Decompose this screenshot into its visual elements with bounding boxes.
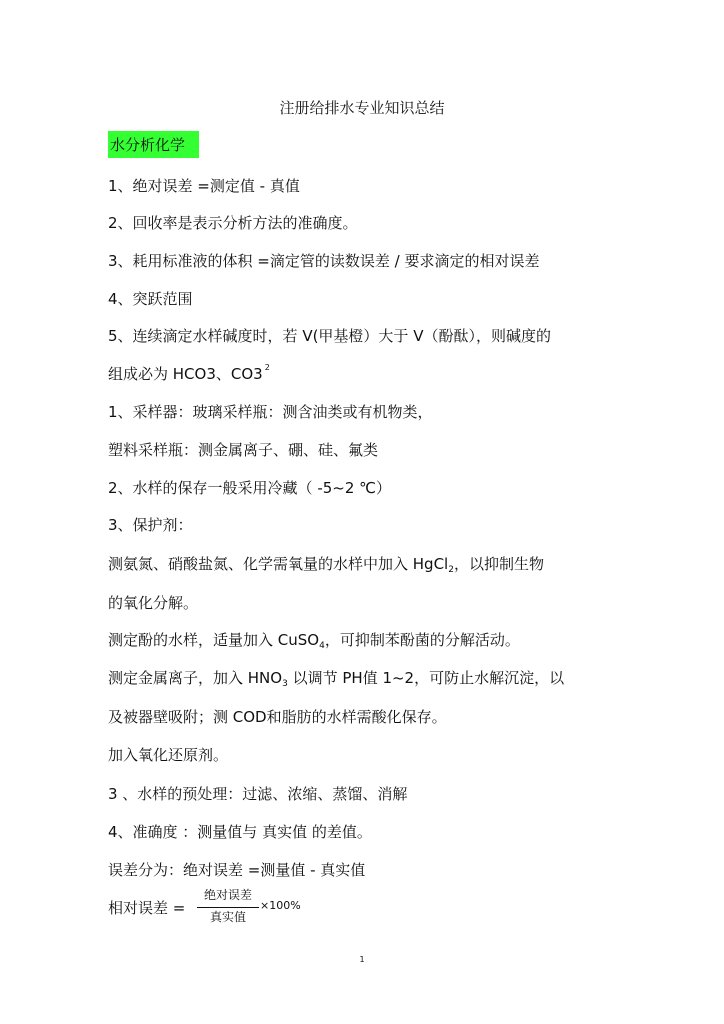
text-segment: 测氨氮、硝酸盐氮、化学需氧量的水样中加入 HgCl [108, 555, 449, 573]
section-heading-highlight [108, 131, 199, 158]
subscript: 4 [319, 641, 325, 651]
page-number: 1 [359, 955, 365, 964]
section-heading: 水分析化学 [110, 136, 186, 154]
text-line: 1、采样器：玻璃采样瓶：测含油类或有机物类， [108, 403, 433, 421]
text-line: 3、耗用标准液的体积 =滴定管的读数误差 / 要求滴定的相对误差 [108, 252, 540, 270]
text-line: 4、突跃范围 [108, 290, 193, 308]
text-line: 3 、水样的预处理：过滤、浓缩、蒸馏、消解 [108, 785, 408, 803]
page-title: 注册给排水专业知识总结 [279, 99, 445, 117]
text-line: 2、回收率是表示分析方法的准确度。 [108, 214, 358, 232]
text-line: 5、连续滴定水样碱度时，若 V(甲基橙）大于 V（酚酞），则碱度的 [108, 327, 551, 345]
text-line: 的氧化分解。 [108, 594, 199, 612]
text-line: 加入氧化还原剂。 [108, 746, 229, 764]
text-segment: 以调节 PH值 1~2，可防止水解沉淀，以 [287, 669, 565, 687]
text-line: 塑料采样瓶：测金属离子、硼、硅、氟类 [108, 441, 379, 459]
subscript: 2 [448, 565, 454, 575]
text-segment: 测定金属离子，加入 HNO [108, 669, 283, 687]
text-line: 1、绝对误差 =测定值 - 真值 [108, 177, 300, 195]
text-line: 3、保护剂： [108, 516, 193, 534]
text-line [108, 554, 544, 577]
text-segment: 测定酚的水样，适量加入 CuSO [108, 631, 320, 649]
text-segment: ，以抑制生物 [453, 555, 544, 573]
superscript: 2 [264, 363, 270, 372]
fraction-multiplier: ×100% [260, 899, 301, 912]
fraction-numerator: 绝对误差 [203, 888, 252, 902]
text-line: 2、水样的保存一般采用冷藏（ -5~2 ℃） [108, 479, 391, 497]
text-line [108, 668, 564, 691]
text-line: 4、准确度 ：测量值与 真实值 的差值。 [108, 823, 372, 841]
text-line: 误差分为：绝对误差 =测量值 - 真实值 [108, 861, 366, 879]
text-line: 及被器壁吸附；测 COD和脂肪的水样需酸化保存。 [108, 708, 447, 726]
text-segment: ，可抑制苯酚菌的分解活动。 [324, 631, 520, 649]
fraction-denominator: 真实值 [209, 910, 246, 924]
text-line [108, 630, 520, 653]
text-segment: 组成必为 HCO3、CO3 [108, 365, 263, 383]
formula-label: 相对误差 = [108, 899, 186, 917]
fraction-bar [197, 907, 259, 908]
text-line [108, 364, 270, 384]
subscript: 3 [282, 679, 288, 689]
